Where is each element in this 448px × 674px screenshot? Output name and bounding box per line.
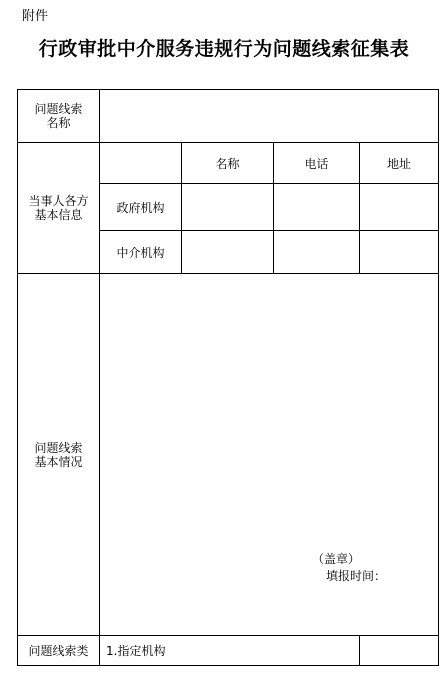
parties-label-line2: 基本信息 <box>34 208 83 222</box>
column-header-name: 名称 <box>182 143 274 184</box>
parties-label <box>18 143 100 274</box>
intermediary-agency-address-field[interactable] <box>360 231 439 274</box>
intermediary-agency-label: 中介机构 <box>100 231 182 274</box>
clue-name-label <box>18 90 100 143</box>
government-agency-name-field[interactable] <box>182 184 274 231</box>
situation-row <box>18 274 439 636</box>
column-header-phone: 电话 <box>274 143 360 184</box>
situation-label-line1: 问题线索 <box>34 440 83 455</box>
parties-label-line1: 当事人各方 <box>28 194 89 208</box>
category-row <box>18 636 439 666</box>
category-label: 问题线索类 <box>18 636 100 666</box>
clue-name-row <box>18 90 439 143</box>
government-agency-phone-field[interactable] <box>274 184 360 231</box>
situation-field[interactable] <box>100 274 439 636</box>
parties-corner-cell <box>100 143 182 184</box>
intermediary-agency-name-field[interactable] <box>182 231 274 274</box>
category-option-1[interactable]: 1.指定机构 <box>100 636 360 666</box>
clue-name-label-line1: 问题线索 <box>34 102 83 116</box>
situation-label <box>18 274 100 636</box>
attachment-label: 附件 <box>22 9 49 24</box>
situation-label-line2: 基本情况 <box>34 454 83 469</box>
seal-text: （盖章） <box>312 552 361 566</box>
document-title: 行政审批中介服务违规行为问题线索征集表 <box>38 38 410 60</box>
clue-name-field[interactable] <box>100 90 439 143</box>
clue-name-label-line2: 名称 <box>46 116 71 130</box>
intermediary-agency-phone-field[interactable] <box>274 231 360 274</box>
parties-header-row <box>18 143 439 184</box>
government-agency-address-field[interactable] <box>360 184 439 231</box>
government-agency-label: 政府机构 <box>100 184 182 231</box>
clue-collection-form <box>17 89 439 666</box>
category-extra-cell[interactable] <box>360 636 439 666</box>
fill-time-label: 填报时间： <box>326 569 387 583</box>
column-header-address: 地址 <box>360 143 439 184</box>
